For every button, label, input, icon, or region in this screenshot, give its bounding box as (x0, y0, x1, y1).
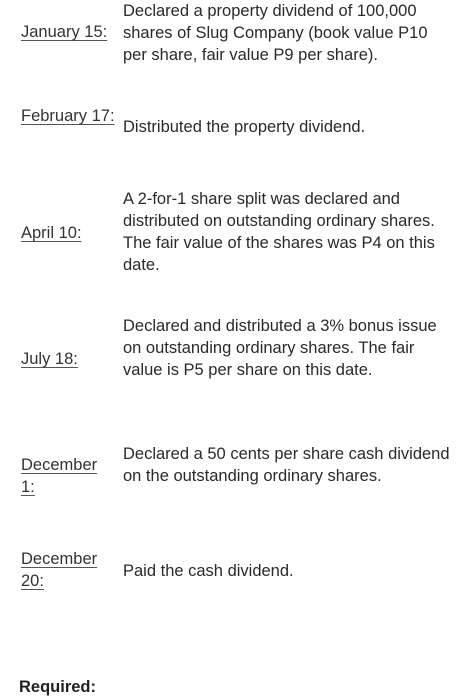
transaction-date: January 15: (21, 23, 108, 41)
transaction-date: December 1: (21, 456, 98, 496)
transaction-description: Paid the cash dividend. (123, 562, 294, 580)
required-heading: Required: (19, 678, 97, 696)
transaction-date: April 10: (21, 224, 82, 242)
transaction-description: Declared and distributed a 3% bonus issue on outstanding ordinary shares. The fair value is P5 per share on this date. (123, 317, 437, 379)
transaction-description: A 2-for-1 share split was declared and distributed on outstanding ordinary shares. The fair value of the shares was P4 on this date. (123, 190, 435, 274)
transaction-date: February 17: (21, 107, 115, 125)
transaction-description: Declared a 50 cents per share cash dividend on the outstanding ordinary shares. (123, 445, 450, 485)
transaction-date: July 18: (21, 350, 78, 368)
transaction-description: Distributed the property dividend. (123, 118, 366, 136)
transaction-description: Declared a property dividend of 100,000 shares of Slug Company (book value P10 per share, fair value P9 per share). (123, 2, 428, 64)
transaction-date: December 20: (21, 550, 98, 590)
